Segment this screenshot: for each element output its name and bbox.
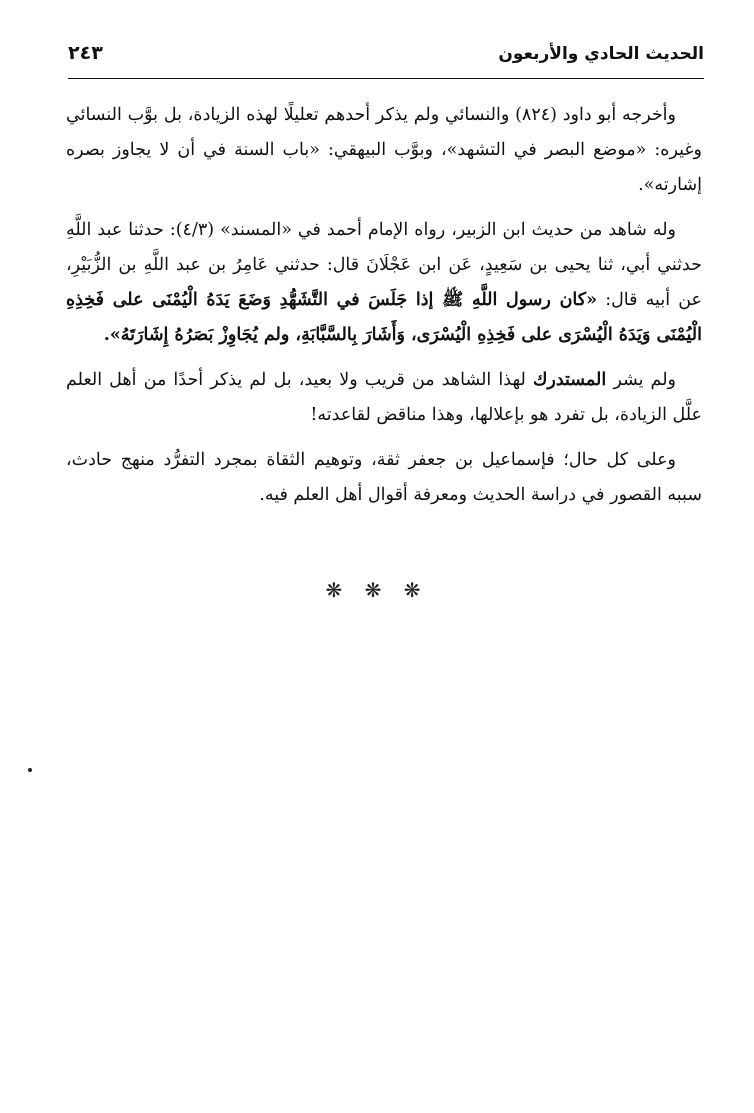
paragraph-1: وأخرجه أبو داود (٨٢٤) والنسائي ولم يذكر أحدهم تعليلًا لهذه الزيادة، بل بوَّب النسائي وغيره: «موضع البصر في التشهد»، وبوَّب البيهقي: «باب السنة في أن لا يجاوز بصره إشارته». — [66, 105, 702, 195]
page-number: ٢٤٣ — [68, 42, 103, 64]
main-text — [66, 98, 702, 523]
header-rule — [68, 78, 704, 79]
section-end-ornament: ❋ ❋ ❋ — [325, 578, 429, 602]
hadith-text: «كان رسول اللَّهِ ﷺ إذا جَلَسَ في التَّشَهُّدِ وَضَعَ يَدَهُ الْيُمْنَى على فَخِذِهِ الْيُمْنَى وَيَدَهُ الْيُسْرَى على فَخِذِهِ الْيُسْرَى، وَأَشَارَ بِالسَّبَّابَةِ، ولم يُجَاوِزْ بَصَرُهُ إِشَارَتَهُ». — [66, 290, 702, 345]
mustadrak-bold-term: المستدرك — [532, 370, 607, 390]
paragraph-3 — [66, 363, 702, 433]
scan-speck — [28, 768, 32, 772]
paragraph-3-rest: لهذا الشاهد من قريب ولا بعيد، بل لم يذكر أحدًا من أهل العلم علَّل الزيادة، بل تفرد هو بإعلالها، وهذا مناقض لقاعدته! — [66, 370, 702, 425]
paragraph-4: وعلى كل حال؛ فإسماعيل بن جعفر ثقة، وتوهيم الثقاة بمجرد التفرُّد منهج حادث، سببه القصور في دراسة الحديث ومعرفة أقوال أهل العلم فيه. — [66, 450, 702, 505]
running-head — [68, 40, 704, 74]
paragraph-2 — [66, 213, 702, 353]
chapter-title: الحديث الحادي والأربعون — [498, 44, 704, 64]
paragraph-2-intro: وله شاهد من حديث ابن الزبير، رواه الإمام أحمد في «المسند» (٤/٣): حدثنا عبد اللَّهِ حدثني أبي، ثنا يحيى بن سَعِيدٍ، عَن ابن عَجْلَانَ قال: حدثني عَامِرُ بن عبد اللَّهِ بن الزُّبَيْرِ، عن أبيه قال: — [66, 220, 702, 310]
paragraph-3-start: ولم يشر — [606, 370, 676, 390]
